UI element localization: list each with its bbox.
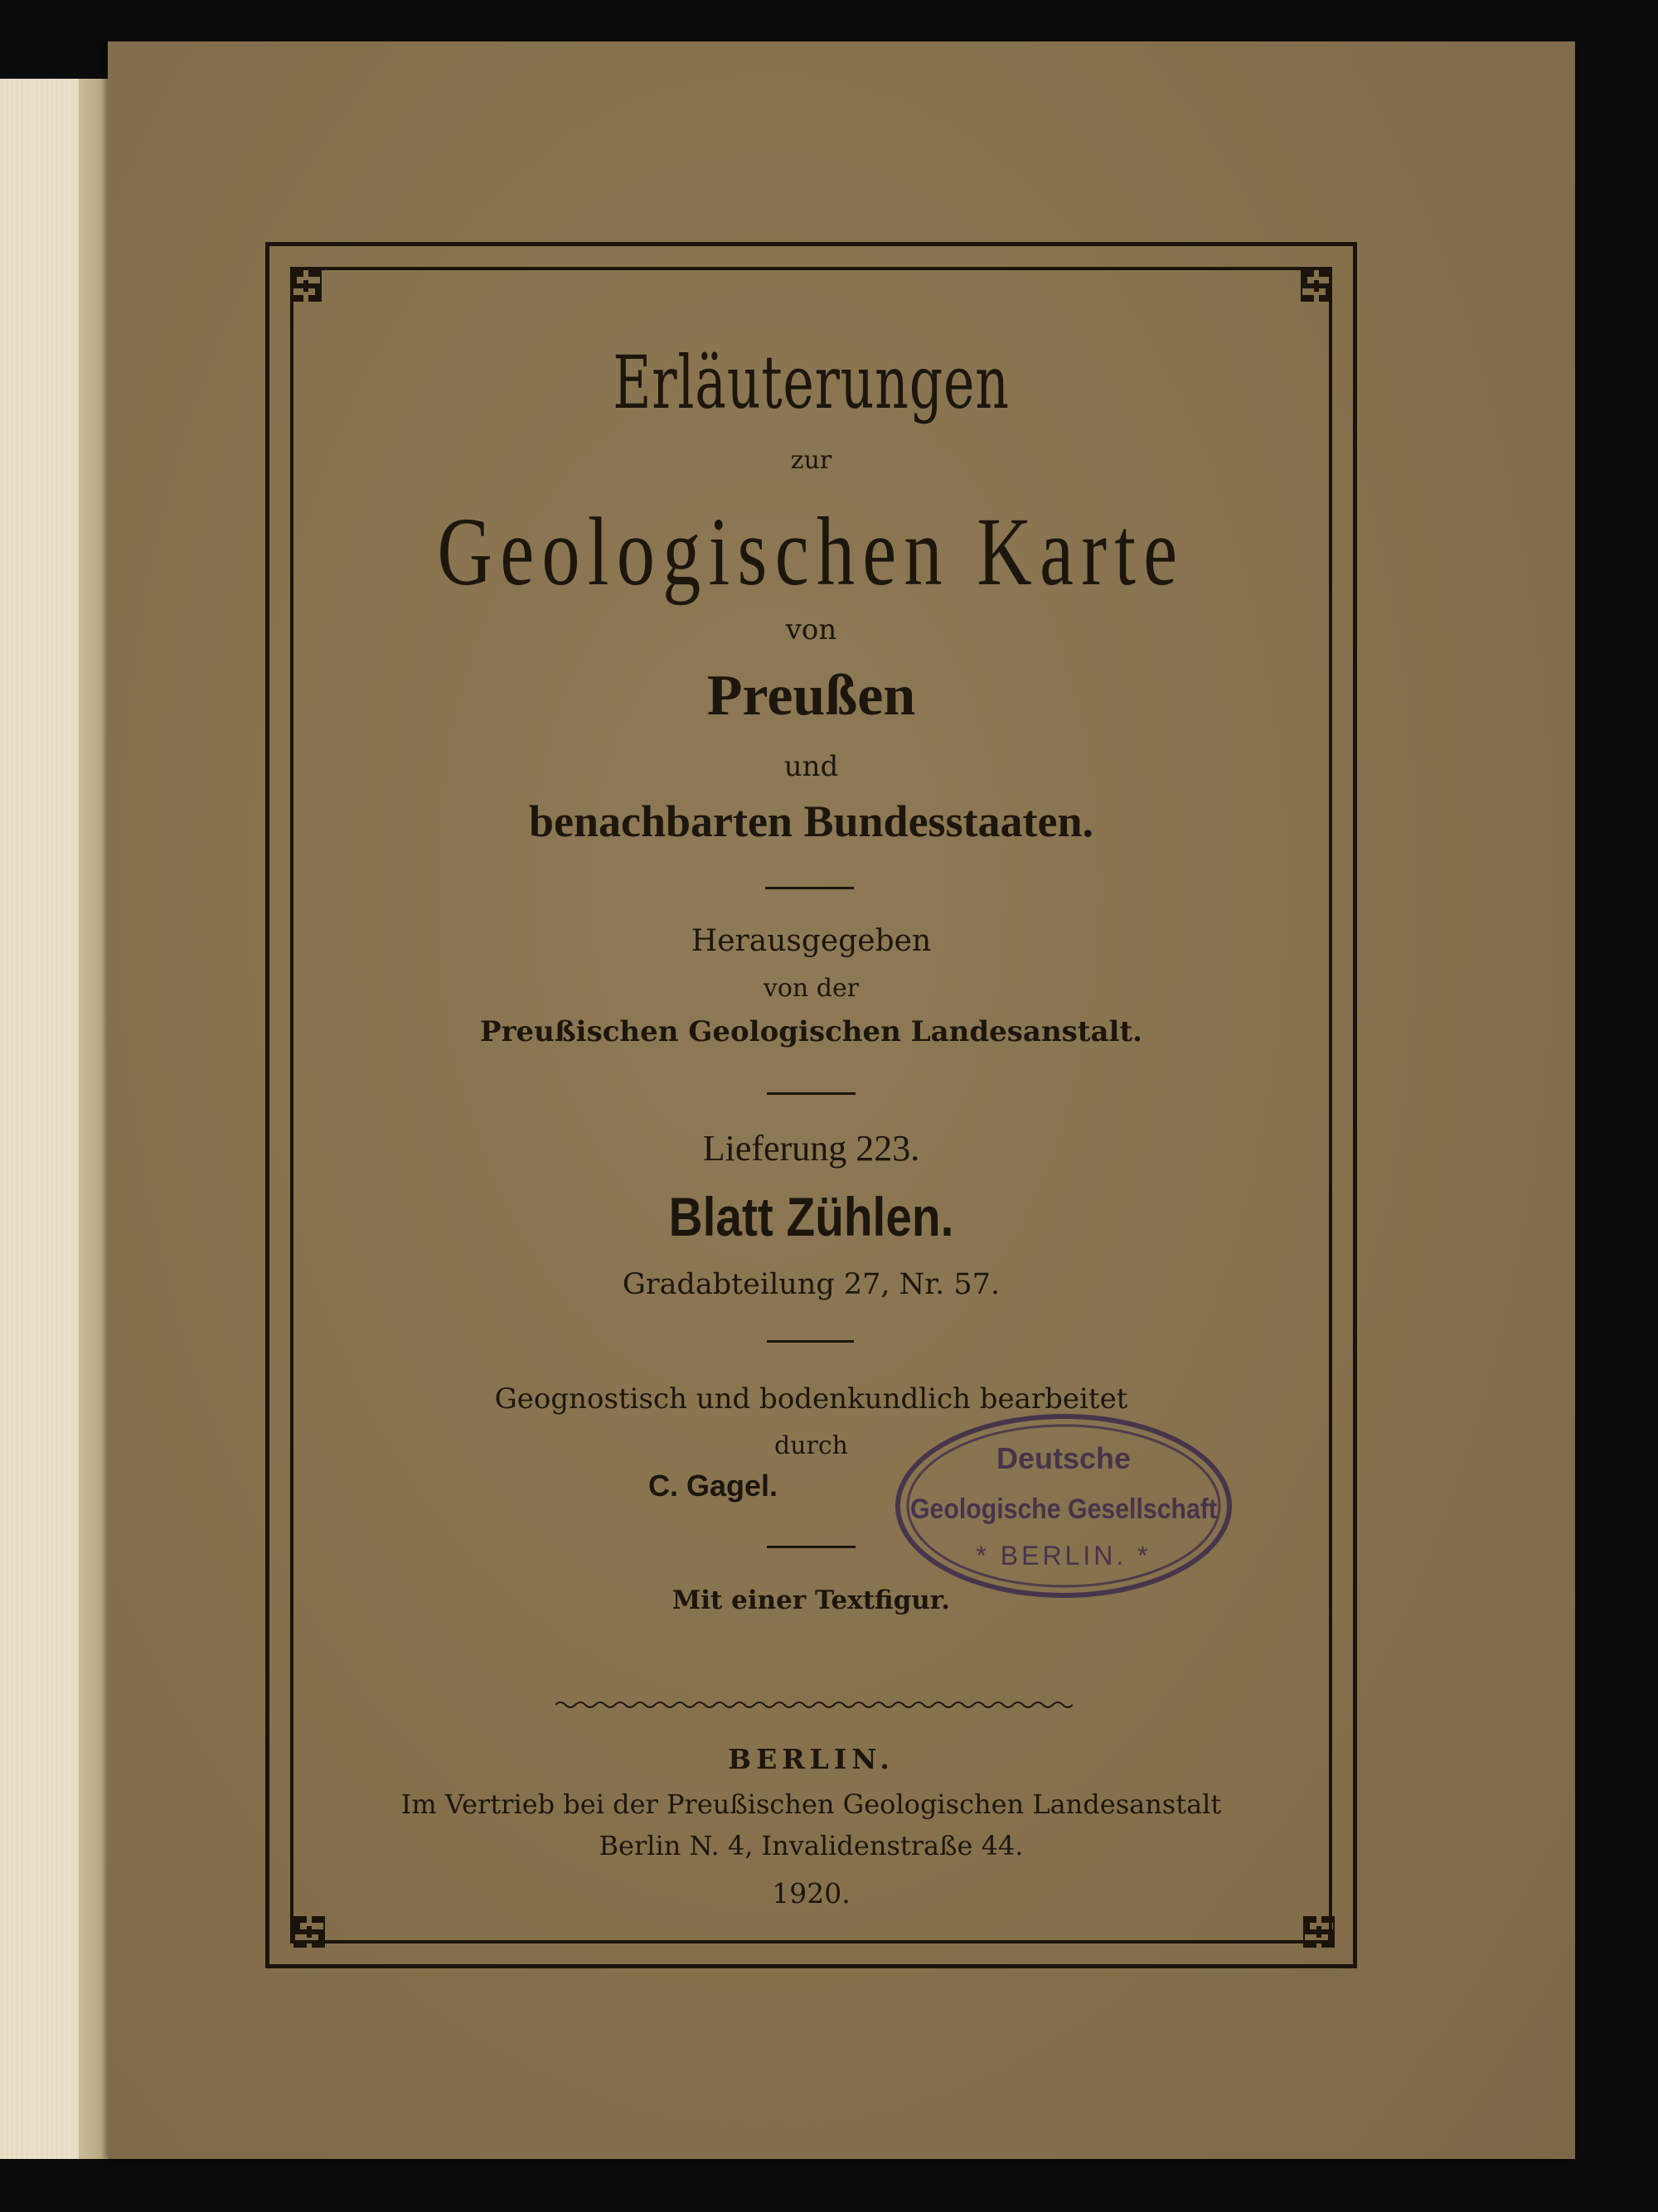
corner-ornament-bottom-left xyxy=(290,1913,328,1951)
library-stamp xyxy=(890,1409,1238,1604)
publisher-herausgegeben: Herausgegeben xyxy=(691,924,932,958)
corner-ornament-bottom-right xyxy=(1300,1913,1338,1951)
wavy-divider xyxy=(555,1697,1073,1712)
divider-rule xyxy=(767,1546,856,1548)
stamp-line-3: * BERLIN. * xyxy=(976,1541,1151,1571)
corner-ornament-top-left xyxy=(287,267,325,305)
issue-lieferung: Lieferung 223. xyxy=(702,1128,920,1169)
stamp-line-2: Geologische Gesellschaft xyxy=(910,1493,1217,1525)
title-preussen: Preußen xyxy=(706,664,916,728)
issue-gradabteilung: Gradabteilung 27, Nr. 57. xyxy=(622,1268,1001,1301)
publisher-name: Preußischen Geologischen Landesanstalt. xyxy=(480,1015,1142,1048)
imprint-city: BERLIN. xyxy=(728,1743,894,1775)
title-zur: zur xyxy=(790,446,832,475)
divider-rule xyxy=(767,1092,856,1095)
stamp-line-1: Deutsche xyxy=(996,1441,1132,1475)
title-geologischen-karte: Geologischen Karte xyxy=(437,497,1185,606)
divider-rule xyxy=(765,887,854,889)
imprint-year: 1920. xyxy=(772,1877,851,1909)
author-name: C. Gagel. xyxy=(647,1469,778,1503)
publisher-von-der: von der xyxy=(763,974,860,1003)
divider-rule xyxy=(767,1340,854,1343)
imprint-address: Berlin N. 4, Invalidenstraße 44. xyxy=(599,1830,1024,1861)
title-und: und xyxy=(783,750,839,783)
corner-ornament-top-right xyxy=(1297,267,1336,305)
author-durch: durch xyxy=(774,1431,848,1460)
imprint-distribution: Im Vertrieb bei der Preußischen Geologischen Landesanstalt xyxy=(400,1788,1222,1820)
issue-blatt: Blatt Zühlen. xyxy=(668,1186,954,1247)
title-von: von xyxy=(785,613,837,646)
title-bundesstaaten: benachbarten Bundesstaaten. xyxy=(528,796,1094,846)
figure-note: Mit einer Textfigur. xyxy=(671,1585,951,1615)
title-erlaeuterungen: Erläuterungen xyxy=(613,340,1010,425)
author-credit-line: Geognostisch und bodenkundlich bearbeitet xyxy=(494,1382,1128,1416)
